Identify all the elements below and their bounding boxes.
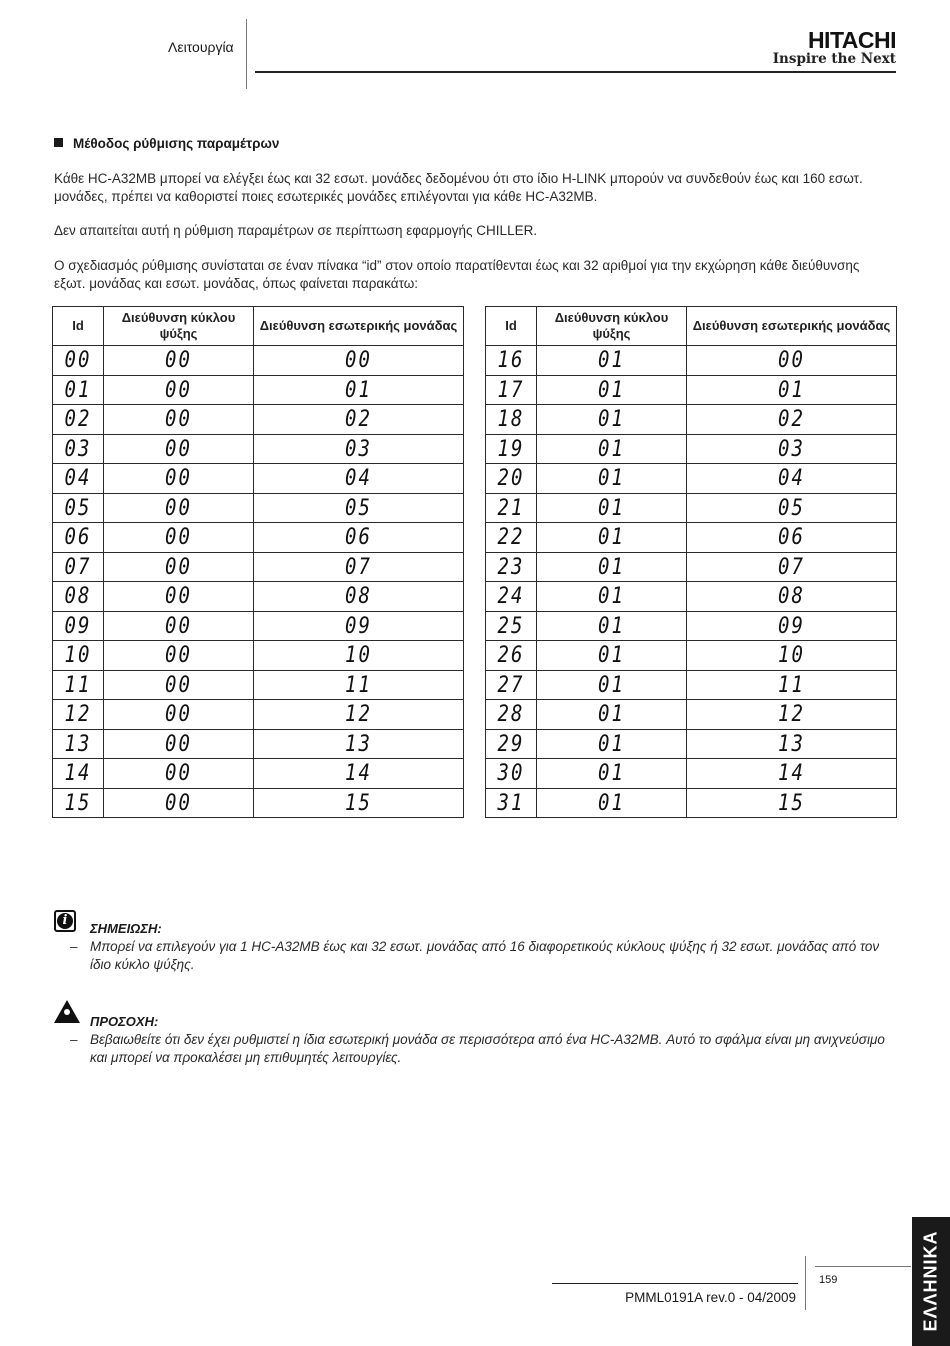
- header-indoor-unit: Διεύθυνση εσωτερικής μονάδας: [254, 307, 464, 346]
- segment-digits: 12: [345, 701, 372, 728]
- segment-digits: 00: [165, 376, 192, 403]
- cell-indoor-unit: [254, 523, 464, 553]
- segment-digits: 00: [165, 760, 192, 787]
- segment-digits: 00: [165, 789, 192, 816]
- segment-digits: 30: [497, 760, 525, 787]
- cell-id: [53, 434, 104, 464]
- cell-indoor-unit: [254, 700, 464, 730]
- segment-digits: 02: [64, 406, 92, 433]
- table-row: [53, 493, 464, 523]
- cell-refrigerant-cycle: [104, 641, 254, 671]
- cell-refrigerant-cycle: [104, 788, 254, 818]
- header-divider-vertical: [246, 19, 247, 89]
- segment-digits: 19: [497, 435, 525, 462]
- segment-digits: 01: [598, 701, 625, 728]
- segment-digits: 10: [64, 642, 92, 669]
- cell-indoor-unit: [254, 464, 464, 494]
- cell-indoor-unit: [254, 552, 464, 582]
- cell-indoor-unit: [687, 729, 897, 759]
- cell-refrigerant-cycle: [104, 759, 254, 789]
- cell-indoor-unit: [254, 375, 464, 405]
- segment-digits: 04: [64, 465, 92, 492]
- table-row: [53, 375, 464, 405]
- cell-id: [53, 375, 104, 405]
- cell-id: [53, 759, 104, 789]
- segment-digits: 00: [165, 465, 192, 492]
- cell-id: [486, 729, 537, 759]
- segment-digits: 06: [64, 524, 92, 551]
- paragraph-intro: Κάθε HC-A32MB μπορεί να ελέγξει έως και 32 εσωτ. μονάδες δεδομένου ότι στο ίδιο H-LINK μπορούν να συνδεθούν έως και 160 εσωτ. μονάδες, πρέπει να καθοριστεί ποιες εσωτερικές μονάδες επιλέγονται για κάθε HC-A32MB.: [54, 171, 863, 204]
- table-row: [53, 405, 464, 435]
- segment-digits: 00: [165, 642, 192, 669]
- cell-refrigerant-cycle: [104, 729, 254, 759]
- table-row: [53, 759, 464, 789]
- caution-title: ΠΡΟΣΟΧΗ:: [90, 1014, 159, 1029]
- cell-indoor-unit: [254, 493, 464, 523]
- table-row: [486, 552, 897, 582]
- table-row: [486, 759, 897, 789]
- segment-digits: 00: [165, 435, 192, 462]
- cell-indoor-unit: [687, 582, 897, 612]
- cell-indoor-unit: [687, 405, 897, 435]
- segment-digits: 04: [778, 465, 805, 492]
- segment-digits: 08: [778, 583, 805, 610]
- caution-text: Βεβαιωθείτε ότι δεν έχει ρυθμιστεί η ίδια εσωτερική μονάδα σε περισσότερα από ένα HC-A32MB. Αυτό το σφάλμα είναι μη ανιχνεύσιμο και μπορεί να προκαλέσει μη επιθυμητές λειτουργίες.: [90, 1032, 885, 1065]
- segment-digits: 16: [497, 347, 525, 374]
- cell-refrigerant-cycle: [537, 346, 687, 376]
- segment-digits: 04: [345, 465, 372, 492]
- table-row: [486, 523, 897, 553]
- segment-digits: 00: [165, 406, 192, 433]
- cell-refrigerant-cycle: [537, 464, 687, 494]
- segment-digits: 21: [497, 494, 525, 521]
- segment-digits: 09: [64, 612, 92, 639]
- segment-digits: 05: [778, 494, 805, 521]
- segment-digits: 11: [778, 671, 805, 698]
- table-row: [53, 611, 464, 641]
- segment-digits: 01: [598, 642, 625, 669]
- segment-digits: 14: [778, 760, 805, 787]
- cell-indoor-unit: [254, 759, 464, 789]
- segment-digits: 25: [497, 612, 525, 639]
- segment-digits: 15: [778, 789, 805, 816]
- cell-id: [486, 611, 537, 641]
- segment-digits: 13: [64, 730, 92, 757]
- table-row: [53, 700, 464, 730]
- header-indoor-unit: Διεύθυνση εσωτερικής μονάδας: [687, 307, 897, 346]
- section-heading-text: Μέθοδος ρύθμισης παραμέτρων: [73, 136, 280, 151]
- cell-refrigerant-cycle: [104, 405, 254, 435]
- cell-id: [53, 405, 104, 435]
- segment-digits: 00: [165, 671, 192, 698]
- segment-digits: 01: [598, 730, 625, 757]
- segment-digits: 00: [778, 347, 805, 374]
- segment-digits: 01: [598, 524, 625, 551]
- segment-digits: 01: [778, 376, 805, 403]
- segment-digits: 03: [345, 435, 372, 462]
- table-row: [53, 582, 464, 612]
- cell-indoor-unit: [687, 375, 897, 405]
- segment-digits: 09: [778, 612, 805, 639]
- segment-digits: 26: [497, 642, 525, 669]
- cell-indoor-unit: [254, 346, 464, 376]
- paragraph-chiller: Δεν απαιτείται αυτή η ρύθμιση παραμέτρων σε περίπτωση εφαρμογής CHILLER.: [54, 223, 538, 238]
- segment-digits: 06: [778, 524, 805, 551]
- segment-digits: 00: [165, 524, 192, 551]
- paragraph-table-intro: Ο σχεδιασμός ρύθμισης συνίσταται σε έναν πίνακα “id” στον οποίο παρατίθενται έως και 32 αριθμοί για την εκχώρηση κάθε διεύθυνσης εξωτ. μονάδας και εσωτ. μονάδας, όπως φαίνεται παρακάτω:: [54, 258, 860, 291]
- warning-icon: [54, 1000, 80, 1023]
- cell-id: [486, 493, 537, 523]
- cell-indoor-unit: [254, 582, 464, 612]
- table-row: [53, 670, 464, 700]
- segment-digits: 01: [345, 376, 372, 403]
- segment-digits: 01: [64, 376, 92, 403]
- dash-bullet: –: [70, 939, 78, 954]
- cell-id: [53, 641, 104, 671]
- footer-divider-vertical: [805, 1256, 806, 1310]
- table-row: [486, 434, 897, 464]
- cell-indoor-unit: [687, 552, 897, 582]
- cell-refrigerant-cycle: [537, 493, 687, 523]
- table-row: [486, 375, 897, 405]
- segment-digits: 03: [64, 435, 92, 462]
- cell-refrigerant-cycle: [537, 670, 687, 700]
- table-row: [486, 611, 897, 641]
- segment-digits: 15: [64, 789, 92, 816]
- segment-digits: 08: [64, 583, 92, 610]
- cell-id: [53, 582, 104, 612]
- segment-digits: 07: [64, 553, 92, 580]
- cell-id: [53, 493, 104, 523]
- language-tab-label: ΕΛΛΗΝΙΚΑ: [920, 1230, 941, 1332]
- segment-digits: 07: [778, 553, 805, 580]
- cell-indoor-unit: [687, 670, 897, 700]
- segment-digits: 29: [497, 730, 525, 757]
- cell-id: [486, 641, 537, 671]
- cell-indoor-unit: [687, 464, 897, 494]
- cell-refrigerant-cycle: [537, 375, 687, 405]
- page-number: 159: [819, 1274, 838, 1286]
- cell-id: [486, 670, 537, 700]
- cell-id: [486, 375, 537, 405]
- segment-digits: 14: [64, 760, 92, 787]
- document-reference: PMML0191A rev.0 - 04/2009: [625, 1290, 796, 1305]
- cell-id: [486, 434, 537, 464]
- table-row: [486, 346, 897, 376]
- footer-rule: [552, 1283, 798, 1284]
- cell-id: [486, 346, 537, 376]
- cell-id: [486, 700, 537, 730]
- cell-indoor-unit: [687, 611, 897, 641]
- cell-indoor-unit: [687, 759, 897, 789]
- cell-refrigerant-cycle: [537, 552, 687, 582]
- cell-indoor-unit: [254, 611, 464, 641]
- cell-id: [53, 729, 104, 759]
- table-row: [486, 729, 897, 759]
- cell-id: [486, 405, 537, 435]
- header-refrigerant-cycle: Διεύθυνση κύκλου ψύξης: [104, 307, 254, 346]
- table-row: [486, 493, 897, 523]
- segment-digits: 01: [598, 553, 625, 580]
- segment-digits: 00: [345, 347, 372, 374]
- segment-digits: 03: [778, 435, 805, 462]
- language-tab: [912, 1217, 950, 1346]
- table-row: [53, 641, 464, 671]
- cell-indoor-unit: [687, 523, 897, 553]
- cell-id: [53, 552, 104, 582]
- cell-id: [53, 700, 104, 730]
- cell-refrigerant-cycle: [104, 670, 254, 700]
- cell-indoor-unit: [687, 700, 897, 730]
- table-header-row: [486, 307, 897, 346]
- dash-bullet: –: [70, 1032, 78, 1047]
- segment-digits: 01: [598, 376, 625, 403]
- cell-refrigerant-cycle: [104, 434, 254, 464]
- cell-refrigerant-cycle: [104, 552, 254, 582]
- segment-digits: 24: [497, 583, 525, 610]
- segment-digits: 10: [778, 642, 805, 669]
- brand-tagline: Inspire the Next: [772, 51, 896, 67]
- cell-refrigerant-cycle: [104, 346, 254, 376]
- page-number-rule: [815, 1266, 911, 1267]
- cell-indoor-unit: [687, 493, 897, 523]
- table-row: [53, 788, 464, 818]
- table-row: [486, 582, 897, 612]
- segment-digits: 00: [165, 347, 192, 374]
- cell-id: [486, 788, 537, 818]
- segment-digits: 27: [497, 671, 525, 698]
- cell-indoor-unit: [254, 788, 464, 818]
- cell-refrigerant-cycle: [537, 729, 687, 759]
- cell-id: [53, 346, 104, 376]
- segment-digits: 13: [345, 730, 372, 757]
- segment-digits: 12: [778, 701, 805, 728]
- caution-item: [70, 1031, 890, 1066]
- segment-digits: 22: [497, 524, 525, 551]
- segment-digits: 00: [165, 730, 192, 757]
- cell-refrigerant-cycle: [537, 788, 687, 818]
- table-row: [53, 464, 464, 494]
- cell-refrigerant-cycle: [537, 405, 687, 435]
- header-id: Id: [486, 307, 537, 346]
- id-table-right: [485, 306, 897, 818]
- table-row: [53, 729, 464, 759]
- table-row: [486, 641, 897, 671]
- cell-indoor-unit: [254, 405, 464, 435]
- section-heading: [54, 136, 279, 151]
- cell-refrigerant-cycle: [104, 493, 254, 523]
- segment-digits: 01: [598, 583, 625, 610]
- segment-digits: 06: [345, 524, 372, 551]
- table-row: [53, 434, 464, 464]
- segment-digits: 31: [497, 789, 525, 816]
- cell-indoor-unit: [254, 434, 464, 464]
- segment-digits: 11: [64, 671, 92, 698]
- segment-digits: 01: [598, 406, 625, 433]
- segment-digits: 01: [598, 494, 625, 521]
- cell-id: [486, 582, 537, 612]
- cell-indoor-unit: [254, 641, 464, 671]
- segment-digits: 12: [64, 701, 92, 728]
- segment-digits: 01: [598, 760, 625, 787]
- header-rule: [255, 71, 896, 73]
- header-id: Id: [53, 307, 104, 346]
- brand-logo: [770, 28, 896, 66]
- table-header-row: [53, 307, 464, 346]
- cell-id: [53, 788, 104, 818]
- segment-digits: 05: [345, 494, 372, 521]
- cell-refrigerant-cycle: [104, 611, 254, 641]
- cell-id: [53, 611, 104, 641]
- segment-digits: 14: [345, 760, 372, 787]
- note-item: [70, 938, 890, 973]
- cell-refrigerant-cycle: [537, 700, 687, 730]
- segment-digits: 23: [497, 553, 525, 580]
- cell-id: [486, 759, 537, 789]
- table-row: [53, 523, 464, 553]
- brand-name: HITACHI: [807, 27, 896, 53]
- note-text: Μπορεί να επιλεγούν για 1 HC-A32MB έως και 32 εσωτ. μονάδας από 16 διαφορετικούς κύκλους ψύξης ή 32 εσωτ. μονάδας από τον ίδιο κύκλο ψύξης.: [90, 939, 880, 972]
- note-title: ΣΗΜΕΙΩΣΗ:: [90, 921, 162, 936]
- table-row: [486, 405, 897, 435]
- segment-digits: 00: [165, 701, 192, 728]
- cell-indoor-unit: [254, 670, 464, 700]
- section-label: Λειτουργία: [168, 39, 234, 55]
- cell-refrigerant-cycle: [104, 375, 254, 405]
- table-row: [486, 670, 897, 700]
- cell-refrigerant-cycle: [537, 759, 687, 789]
- table-row: [53, 346, 464, 376]
- cell-id: [53, 464, 104, 494]
- segment-digits: 01: [598, 347, 625, 374]
- cell-refrigerant-cycle: [537, 523, 687, 553]
- cell-indoor-unit: [687, 346, 897, 376]
- segment-digits: 00: [165, 583, 192, 610]
- segment-digits: 01: [598, 671, 625, 698]
- segment-digits: 15: [345, 789, 372, 816]
- cell-id: [53, 523, 104, 553]
- table-row: [486, 700, 897, 730]
- cell-id: [486, 464, 537, 494]
- cell-refrigerant-cycle: [537, 641, 687, 671]
- segment-digits: 00: [165, 553, 192, 580]
- segment-digits: 07: [345, 553, 372, 580]
- cell-refrigerant-cycle: [104, 464, 254, 494]
- segment-digits: 18: [497, 406, 525, 433]
- cell-refrigerant-cycle: [537, 611, 687, 641]
- cell-id: [486, 552, 537, 582]
- segment-digits: 09: [345, 612, 372, 639]
- segment-digits: 01: [598, 435, 625, 462]
- segment-digits: 01: [598, 612, 625, 639]
- cell-id: [486, 523, 537, 553]
- cell-indoor-unit: [687, 434, 897, 464]
- cell-indoor-unit: [254, 729, 464, 759]
- segment-digits: 00: [165, 494, 192, 521]
- segment-digits: 13: [778, 730, 805, 757]
- segment-digits: 01: [598, 789, 625, 816]
- segment-digits: 01: [598, 465, 625, 492]
- segment-digits: 08: [345, 583, 372, 610]
- segment-digits: 02: [345, 406, 372, 433]
- segment-digits: 02: [778, 406, 805, 433]
- segment-digits: 11: [345, 671, 372, 698]
- segment-digits: 17: [497, 376, 525, 403]
- cell-refrigerant-cycle: [104, 700, 254, 730]
- header-refrigerant-cycle: Διεύθυνση κύκλου ψύξης: [537, 307, 687, 346]
- cell-indoor-unit: [687, 641, 897, 671]
- segment-digits: 28: [497, 701, 525, 728]
- cell-refrigerant-cycle: [104, 582, 254, 612]
- cell-indoor-unit: [687, 788, 897, 818]
- cell-refrigerant-cycle: [104, 523, 254, 553]
- id-table-left: [52, 306, 464, 818]
- info-icon: i: [54, 910, 76, 932]
- segment-digits: 10: [345, 642, 372, 669]
- table-row: [486, 788, 897, 818]
- cell-refrigerant-cycle: [537, 434, 687, 464]
- table-row: [53, 552, 464, 582]
- cell-refrigerant-cycle: [537, 582, 687, 612]
- square-bullet-icon: [54, 138, 63, 147]
- segment-digits: 20: [497, 465, 525, 492]
- cell-id: [53, 670, 104, 700]
- table-row: [486, 464, 897, 494]
- segment-digits: 05: [64, 494, 92, 521]
- segment-digits: 00: [165, 612, 192, 639]
- segment-digits: 00: [64, 347, 92, 374]
